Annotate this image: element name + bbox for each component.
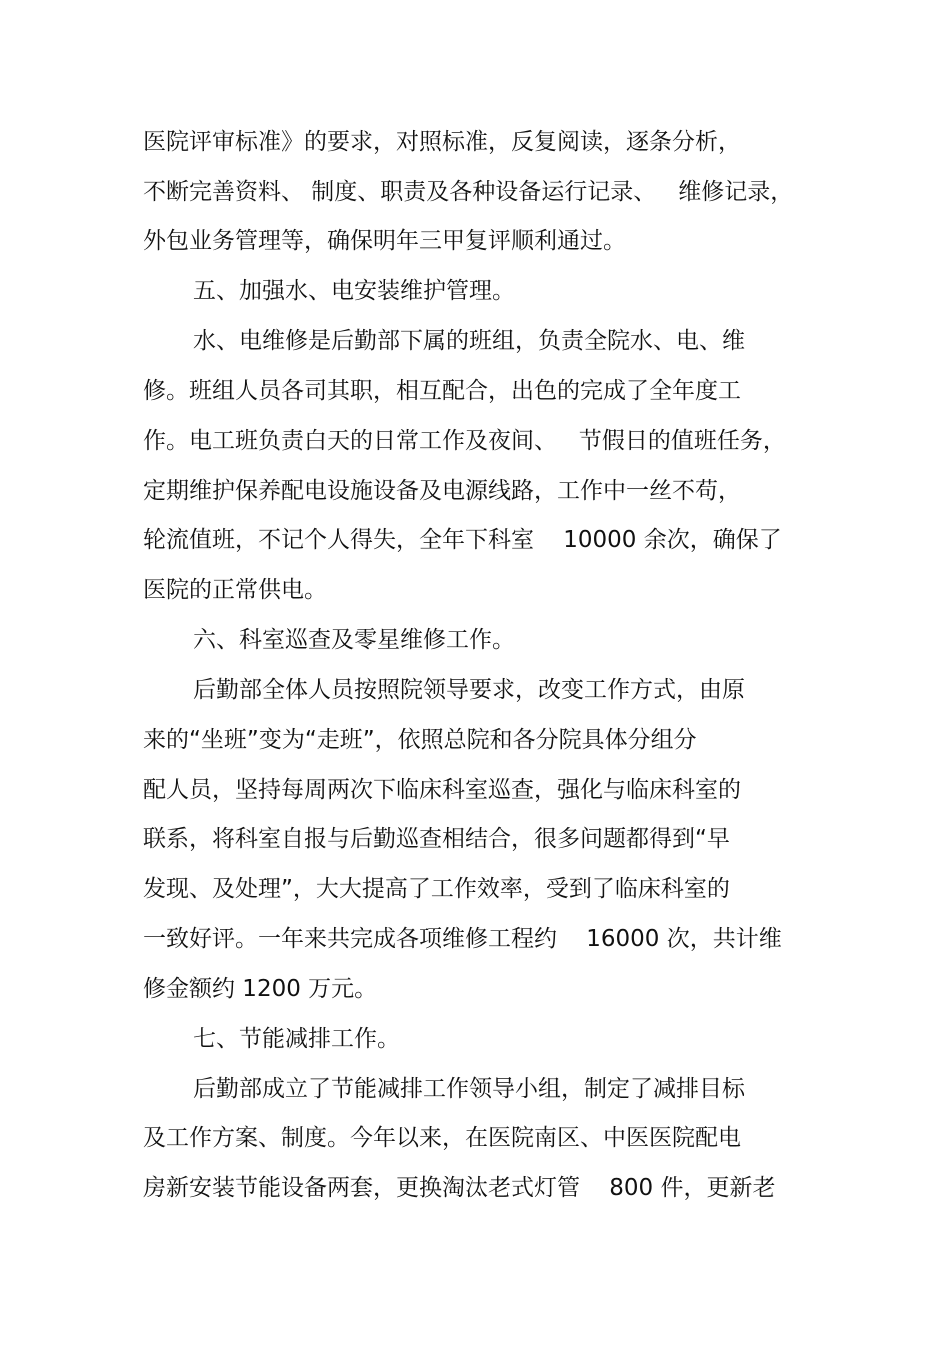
text-line: 定期维护保养配电设施设备及电源线路，工作中一丝不苟， (143, 478, 741, 504)
text-line: 来的“坐班”变为“走班”，依照总院和各分院具体分组分 (143, 727, 697, 753)
text-line: 一致好评。一年来共完成各项维修工程约 16000 次，共计维 (143, 926, 782, 952)
text-line: 后勤部全体人员按照院领导要求，改变工作方式，由原 (193, 677, 745, 703)
text-line: 发现、及处理”，大大提高了工作效率，受到了临床科室的 (143, 876, 730, 902)
text-line: 作。电工班负责白天的日常工作及夜间、 节假日的值班任务， (143, 428, 786, 454)
text-line: 配人员，坚持每周两次下临床科室巡查，强化与临床科室的 (143, 777, 741, 803)
text-line: 外包业务管理等，确保明年三甲复评顺利通过。 (143, 228, 626, 254)
text-line: 不断完善资料、 制度、职责及各种设备运行记录、 维修记录， (143, 179, 794, 205)
text-line: 水、电维修是后勤部下属的班组，负责全院水、电、维 (193, 328, 745, 354)
text-line: 修。班组人员各司其职，相互配合，出色的完成了全年度工 (143, 378, 741, 404)
section-heading: 五、加强水、电安装维护管理。 (193, 278, 515, 304)
text-line: 医院的正常供电。 (143, 577, 327, 603)
text-line: 联系，将科室自报与后勤巡查相结合，很多问题都得到“早 (143, 826, 730, 852)
text-line: 房新安装节能设备两套，更换淘汰老式灯管 800 件，更新老 (143, 1175, 776, 1201)
text-line: 轮流值班，不记个人得失，全年下科室 10000 余次，确保了 (143, 527, 782, 553)
text-line: 修金额约 1200 万元。 (143, 976, 378, 1002)
text-line: 及工作方案、制度。今年以来，在医院南区、中医医院配电 (143, 1125, 741, 1151)
section-heading: 七、节能减排工作。 (193, 1026, 400, 1052)
text-line: 医院评审标准》的要求，对照标准，反复阅读，逐条分析， (143, 129, 741, 155)
section-heading: 六、科室巡查及零星维修工作。 (193, 627, 515, 653)
text-line: 后勤部成立了节能减排工作领导小组，制定了减排目标 (193, 1076, 745, 1102)
